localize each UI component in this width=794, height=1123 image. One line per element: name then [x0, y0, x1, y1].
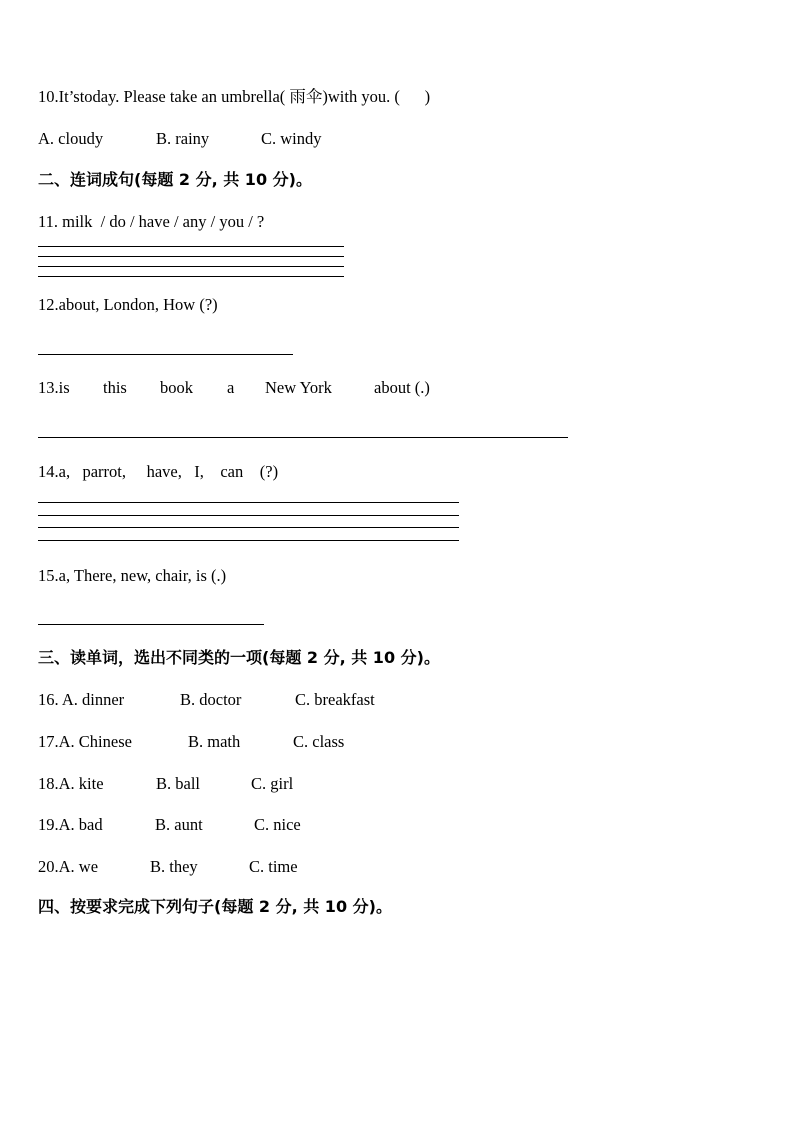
q14-answer-line-4	[38, 540, 459, 541]
q11-answer-line-4	[38, 276, 344, 277]
q20-option-a: 20.A. we	[38, 857, 99, 876]
q14-answer-line-2	[38, 515, 459, 516]
q10-option-b: B. rainy	[156, 129, 210, 148]
q13-answer-line	[38, 437, 568, 438]
q15-answer-line	[38, 624, 264, 625]
q19-option-a: 19.A. bad	[38, 815, 103, 834]
question-11-text: 11. milk / do / have / any / you / ?	[38, 212, 265, 231]
q14-answer-line-3	[38, 527, 459, 528]
q12-answer-line	[38, 354, 293, 355]
q19-option-c: C. nice	[254, 815, 301, 834]
q18-option-b: B. ball	[156, 774, 200, 793]
q18-option-c: C. girl	[251, 774, 294, 793]
question-10-text: 10.It’stoday. Please take an umbrella( 雨伞)with you. ( )	[38, 87, 431, 106]
q17-option-b: B. math	[188, 732, 241, 751]
q14-answer-line-1	[38, 502, 459, 503]
q13-word-6: about (.)	[374, 378, 430, 397]
section-4-heading: 四、按要求完成下列句子(每题 2 分, 共 10 分)。	[38, 897, 392, 916]
q13-word-1: 13.is	[38, 378, 70, 397]
question-12-text: 12.about, London, How (?)	[38, 295, 218, 314]
q19-option-b: B. aunt	[155, 815, 203, 834]
q11-answer-line-3	[38, 266, 344, 267]
q20-option-b: B. they	[150, 857, 198, 876]
q16-option-a: 16. A. dinner	[38, 690, 125, 709]
question-15-text: 15.a, There, new, chair, is (.)	[38, 566, 227, 585]
q17-option-c: C. class	[293, 732, 345, 751]
q20-option-c: C. time	[249, 857, 298, 876]
q10-option-a: A. cloudy	[38, 129, 104, 148]
q13-word-4: a	[227, 378, 235, 397]
q16-option-b: B. doctor	[180, 690, 242, 709]
q13-word-5: New York	[265, 378, 332, 397]
q13-word-2: this	[103, 378, 127, 397]
q11-answer-line-1	[38, 246, 344, 247]
q11-answer-line-2	[38, 256, 344, 257]
q13-word-3: book	[160, 378, 193, 397]
q16-option-c: C. breakfast	[295, 690, 375, 709]
question-14-text: 14.a, parrot, have, I, can (?)	[38, 462, 279, 481]
q18-option-a: 18.A. kite	[38, 774, 104, 793]
q10-option-c: C. windy	[261, 129, 322, 148]
section-3-heading: 三、读单词，选出不同类的一项(每题 2 分, 共 10 分)。	[38, 648, 440, 667]
q17-option-a: 17.A. Chinese	[38, 732, 132, 751]
section-2-heading: 二、连词成句(每题 2 分, 共 10 分)。	[38, 170, 312, 189]
